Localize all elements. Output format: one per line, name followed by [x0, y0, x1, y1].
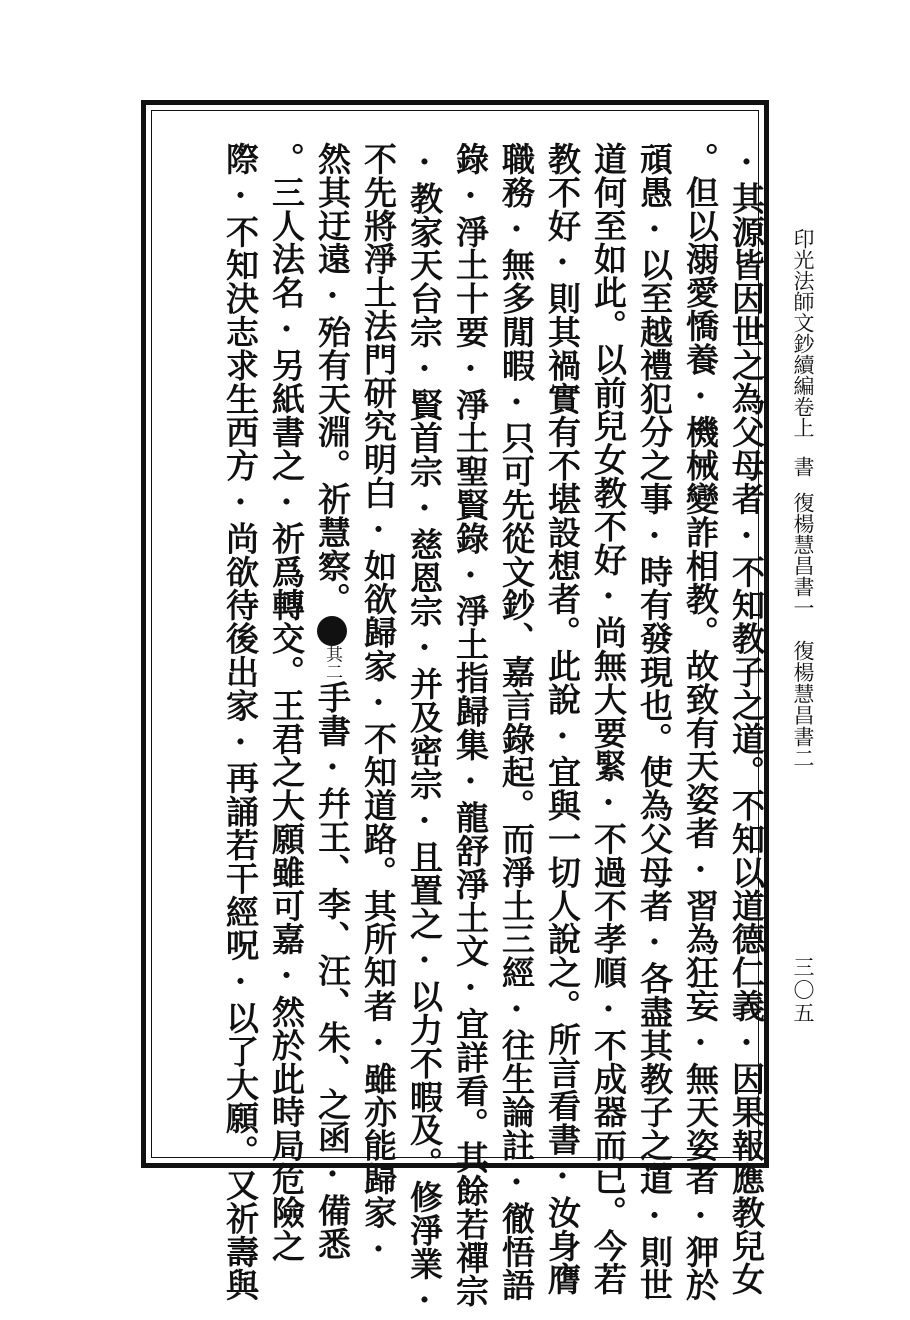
text-column-12: 際·不知決志求生西方·尚欲待後出家·再誦若干經呪·以了大願。又祈壽與 [221, 142, 260, 1302]
text-column-5: 教不好·則其禍實有不堪設想者。此說·宜與一切人說之。所言看書·汝身膺 [543, 142, 582, 1296]
letter-number-note: 其二 [322, 645, 342, 681]
running-header-letter-2: 復楊慧昌書二 [791, 640, 815, 769]
text-column-10 [310, 142, 354, 1260]
text-column-4: 道何至如此。以前兒女教不好·尚無大要緊·不過不孝順·不成器而已。今若 [589, 142, 628, 1296]
text-column-9: 不先將淨土法門研究明白·如欲歸家·不知道路。其所知者·雖亦能歸家· [359, 142, 398, 1269]
text-column-10-start: 然其迂遠·殆有天淵。祈慧察。 [313, 142, 352, 616]
running-header-section: 書 [791, 456, 815, 477]
text-column-10-end: 手書·幷王、李、汪、朱、之函·備悉 [313, 680, 352, 1261]
section-bullet-icon [317, 616, 347, 646]
page-number: 三〇五 [791, 956, 815, 1025]
text-column-1: ·其源皆因世之為父母者·不知教子之道。不知以道德仁義·因果報應教兒女 [727, 142, 766, 1296]
running-header-letter-1: 復楊慧昌書一 [791, 492, 815, 618]
text-column-7: 錄·淨土十要·淨土聖賢錄·淨土指歸集·龍舒淨土文·宜詳看。其餘若禪宗 [451, 142, 490, 1308]
text-column-3: 頑愚·以至越禮犯分之事·時有發現也。使為父母者·各盡其教子之道·則世 [635, 142, 674, 1302]
text-column-11: 。三人法名·另紙書之·祈爲轉交。王君之大願雖可嘉·然於此時局危險之 [267, 142, 306, 1263]
text-column-8: ·教家天台宗·賢首宗·慈恩宗·并及密宗·且置之·以力不暇及。修淨業· [405, 142, 444, 1320]
text-column-2: 。但以溺愛憍養·機械變詐相教。故致有天姿者·習為狂妄·無天姿者·狎於 [681, 142, 720, 1302]
running-header-title: 印光法師文鈔續編卷上 [791, 228, 815, 438]
text-column-6: 職務·無多閒暇·只可先從文鈔、嘉言錄起。而淨土三經·往生論註·徹悟語 [497, 142, 536, 1302]
